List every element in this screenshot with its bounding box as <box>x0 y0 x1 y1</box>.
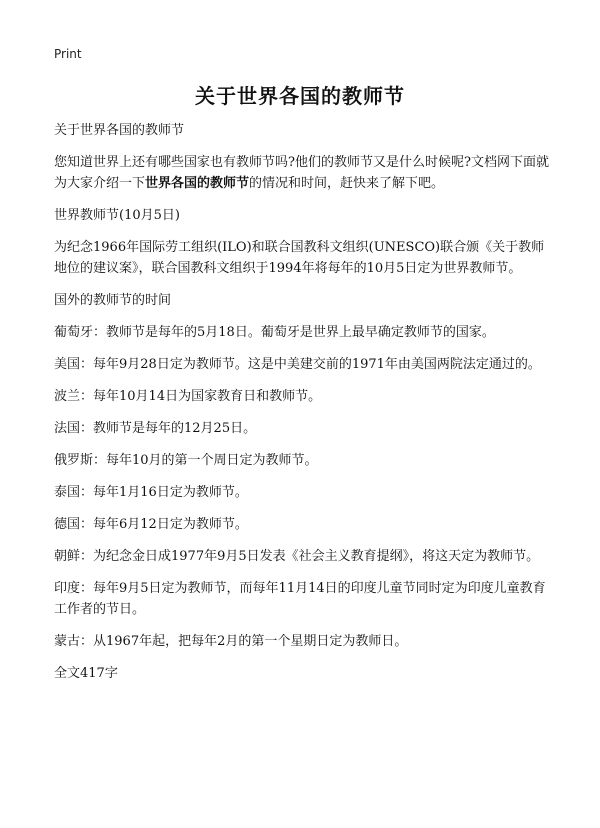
intro-paragraph <box>54 152 554 194</box>
intro-bold-text: 世界各国的教师节 <box>145 176 250 191</box>
country-item-russia: 俄罗斯：每年10月的第一个周日定为教师节。 <box>54 453 318 468</box>
country-item-north-korea: 朝鲜：为纪念金日成1977年9月5日发表《社会主义教育提纲》，将这天定为教师节。 <box>54 549 540 564</box>
world-teachers-day-heading: 世界教师节(10月5日) <box>54 208 180 223</box>
country-item-mongolia: 蒙古：从1967年起，把每年2月的第一个星期日定为教师日。 <box>54 634 408 649</box>
country-item-france: 法国：教师节是每年的12月25日。 <box>54 421 257 436</box>
foreign-teachers-day-heading: 国外的教师节的时间 <box>54 293 172 308</box>
country-item-usa: 美国：每年9月28日定为教师节。这是中美建交前的1971年由美国两院法定通过的。 <box>54 357 541 372</box>
word-count: 全文417字 <box>54 666 118 681</box>
world-teachers-day-paragraph: 为纪念1966年国际劳工组织(ILO)和联合国教科文组织(UNESCO)联合颁《关于教师地位的建议案》，联合国教科文组织于1994年将每年的10月5日定为世界教师节。 <box>54 240 545 276</box>
article-body <box>54 120 554 695</box>
article-subtitle: 关于世界各国的教师节 <box>54 123 185 138</box>
page-title: 关于世界各国的教师节 <box>195 84 405 108</box>
country-item-india: 印度：每年9月5日定为教师节，而每年11月14日的印度儿童节同时定为印度儿童教育工作者的节日。 <box>54 581 546 617</box>
country-item-thailand: 泰国：每年1月16日定为教师节。 <box>54 485 248 500</box>
intro-text-after: 的情况和时间，赶快来了解下吧。 <box>249 176 445 191</box>
intro-text-before: 您知道世界上还有哪些国家也有教师节吗?他们的教师节又是什么时候呢?文档网下面就为大家介绍一下 <box>54 155 549 191</box>
country-item-portugal: 葡萄牙：教师节是每年的5月18日。葡萄牙是世界上最早确定教师节的国家。 <box>54 325 495 340</box>
print-label: Print <box>54 47 82 61</box>
country-item-germany: 德国：每年6月12日定为教师节。 <box>54 517 248 532</box>
country-item-poland: 波兰：每年10月14日为国家教育日和教师节。 <box>54 389 322 404</box>
